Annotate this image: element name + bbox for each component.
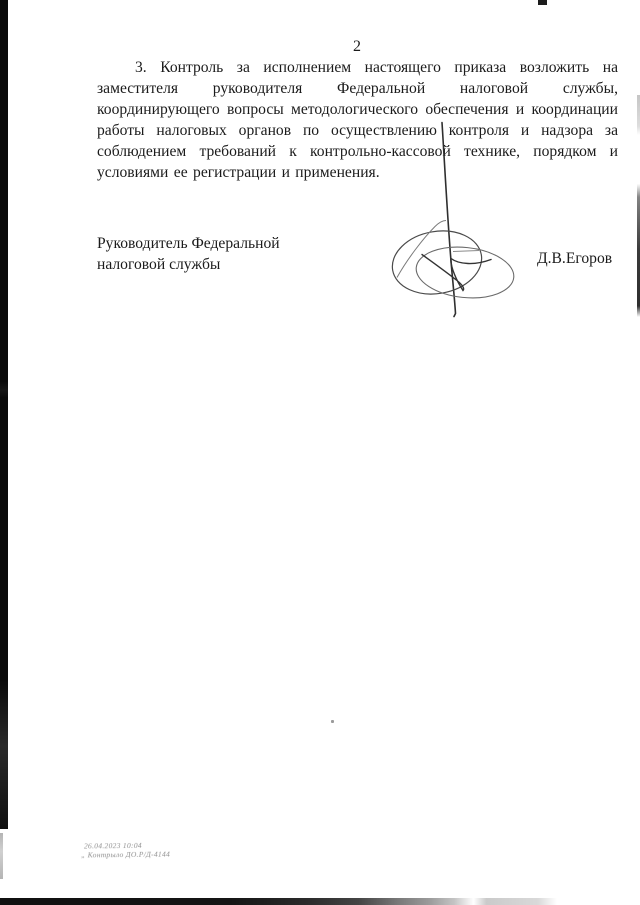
signer-title [97, 233, 280, 275]
stamp-datetime: 26.04.2023 10:04 [83, 840, 142, 851]
order-control-paragraph: 3. Контроль за исполнением настоящего приказа возложить на заместителя руководителя Федеральной налоговой службы, координирующего вопросы методологического обеспечения и координации работы налоговых органов по осуществлению контроля и надзора за соблюдением требований к контрольно-кассовой технике, порядком и условиями ее регистрации и применения. [97, 59, 618, 181]
page-number: 2 [353, 38, 361, 55]
scan-edge-left-tail [0, 833, 3, 879]
scan-speck [331, 720, 334, 723]
signer-title-line1: Руководитель Федеральной [97, 235, 280, 252]
stamp-reference: „ Контрыло ДО.Р/Д-4144 [81, 849, 171, 860]
scan-artifact-top [538, 0, 547, 5]
edms-footer-stamp [81, 840, 171, 860]
handwritten-signature [385, 113, 525, 321]
scan-edge-left [0, 0, 8, 829]
scan-edge-bottom [0, 898, 640, 905]
signer-title-line2: налоговой службы [97, 256, 221, 273]
signer-name: Д.В.Егоров [537, 250, 613, 267]
